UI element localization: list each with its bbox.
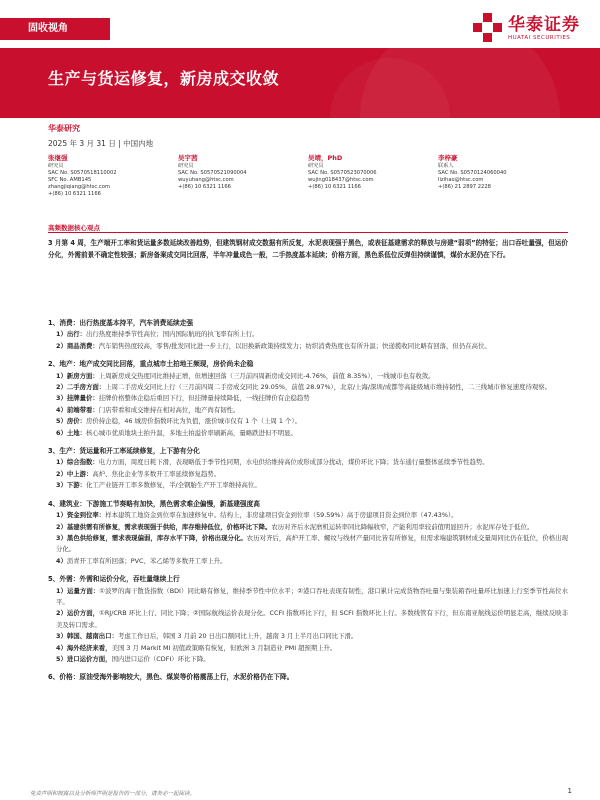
highlights-divider [48, 232, 568, 233]
analyst-card [438, 154, 568, 198]
analyst-name: 李梓豪 [438, 154, 458, 162]
analyst-name: 吴靖，PhD [308, 154, 343, 162]
analyst-phone: +(86) 10 6321 1166 [48, 191, 101, 197]
section-heading: 3、生产：货运量和开工率延续修复，上下游有分化 [48, 447, 200, 456]
item-text: 出行热度维持季节性高位；国内国际航班的执飞率有所上行。 [86, 330, 259, 339]
item-text: 上周二手房成交同比上行（三月前四周二手房成交同比 29.05%，前值 28.97%），北京/上海/深圳/成都等高能级城市维持韧性，二三线城市修复速度待观察。 [105, 383, 552, 392]
logo-mark-icon [473, 13, 503, 43]
analyst-role: 研究员 [48, 163, 64, 169]
analyst-phone: +(86) 10 6321 1166 [308, 184, 361, 190]
analyst-name: 张继强 [48, 154, 68, 162]
item-label: 4）前端带看： [56, 405, 99, 414]
analyst-email[interactable]: wujing018437@htsc.com [308, 177, 374, 183]
section-item [48, 382, 568, 393]
item-label: 4） [56, 556, 67, 565]
analyst-role: 联系人 [438, 163, 454, 169]
report-body [48, 318, 568, 691]
section-item [48, 643, 568, 654]
section [48, 446, 568, 492]
section-item [48, 654, 568, 665]
section-item [48, 393, 568, 404]
item-label: 3）挂牌量价： [56, 394, 99, 403]
analyst-list [48, 154, 568, 198]
section-item [48, 371, 568, 382]
section-item [48, 556, 568, 567]
section [48, 672, 568, 683]
section-heading: 4、建筑业：下游施工节奏略有加快，黑色需求难企偏慢，新基建强度高 [48, 499, 260, 508]
item-text: 国内进口运价（CDFI）环比下降。 [111, 654, 210, 663]
research-org: 华泰研究 [48, 124, 80, 133]
section-item [48, 522, 568, 533]
item-text: 挂牌价格整体企稳后重回下行，但挂牌量持续降低，一线挂牌价有企稳趋势 [98, 394, 310, 403]
section-item [48, 405, 568, 416]
item-text: 农历对齐后，高炉开工率、螺纹与线材产量同比皆有所修复，但需求端建筑钢材成交量周同比仍在低位，价格出现分化。 [56, 533, 568, 554]
item-label: 1）资金到位率： [56, 511, 106, 520]
item-label: 1）出行： [56, 330, 87, 339]
item-label: 3）黑色供给修复，需求表现偏弱，库存水平下降，价格出现分化。 [56, 533, 247, 542]
item-text: 考虑工作日后，韩国 3 月前 20 日出口额同比上升，越南 3 月上半月出口同比下滑。 [117, 632, 358, 641]
item-label: 2）商品消费： [56, 341, 99, 350]
item-text: 房价持企稳，46 城房价指数环比为负值，涨价城市仅有 1 个（上周 1 个）。 [86, 417, 301, 426]
analyst-email[interactable]: zhangjiqiang@htsc.com [48, 184, 110, 190]
item-label: 5）进口运价方面， [56, 654, 112, 663]
report-date: 2025 年 3 月 31 日 | 中国内地 [48, 139, 154, 148]
section-item [48, 480, 568, 491]
item-label: 3）韩国、越南出口： [56, 632, 118, 641]
section-item [48, 510, 568, 521]
section-item [48, 586, 568, 609]
item-text: 样本建筑工地资金到位率在加速修复中。结构上，非房建项目资金到位率（59.59%）高于房建项目资金到位率（47.43%）。 [105, 511, 458, 520]
analyst-card [48, 154, 178, 198]
section-heading: 2、地产：地产成交同比回落，重点城市土拍地王频现，房价尚未企稳 [48, 360, 254, 369]
logo-name-en: HUATAI SECURITIES [508, 35, 571, 41]
section-heading: 6、价格：原油受海外影响较大，黑色、煤炭等价格震荡上行，水泥价格仍在下降。 [48, 673, 294, 682]
page-number: 1 [567, 787, 572, 795]
item-text: 化工产业链开工率多数修复，半/全钢胎生产开工率维持高位。 [86, 481, 261, 490]
item-label: 2）运价方面， [56, 609, 100, 618]
section [48, 499, 568, 567]
analyst-phone: +(86) 10 6321 1166 [178, 184, 231, 190]
analyst-sac: SAC No. S0570523070006 [308, 170, 377, 176]
item-label: 2）二手房方面： [56, 383, 106, 392]
item-text: 美国 3 月 Markit MI 初值政策略有恢复，但欧洲 3 月制造业 PMI 超预期上升。 [111, 643, 337, 652]
item-text: 电力方面，周度日耗下滑，表现略低于季节性同期，水电供给维持高位或形成部分扰动，煤价环比下降；货车通行量整体延续季节性趋势。 [98, 458, 489, 467]
section [48, 359, 568, 439]
section-item [48, 533, 568, 556]
title-banner [0, 48, 600, 118]
analyst-name: 吴宇茜 [178, 154, 198, 162]
report-type-tag: 固收视角 [0, 18, 110, 40]
section-heading: 1、消费：出行热度基本持平，汽车消费延续走强 [48, 319, 194, 327]
item-text: 沥青开工率有所回落；PVC、苯乙烯等多数开工率上升。 [66, 556, 227, 565]
item-label: 2）基建供需有所修复，需求表现强于供给，库存维持低位，价格环比下降。 [56, 522, 272, 531]
section [48, 318, 568, 352]
item-label: 5）房价： [56, 417, 87, 426]
section-item [48, 457, 568, 468]
section-item [48, 469, 568, 480]
analyst-sac: SAC No. S0570124060040 [438, 170, 507, 176]
item-text: ①RJ/CRB 环比上行、同比下降；②国际航线运价表现分化。CCFI 指数环比下行，但 SCFI 指数环比上行。多数线管有下行，但东南亚航线运价明显走高，继续反映非美及转口需求。 [56, 609, 568, 629]
analyst-email[interactable]: wuyuhang@htsc.com [178, 177, 234, 183]
analyst-card [178, 154, 308, 198]
analyst-card [308, 154, 438, 198]
section-item [48, 631, 568, 642]
item-label: 2）中上游： [56, 469, 93, 478]
disclaimer-footer: 免责声明和披露以及分析师声明是报告的一部分，请务必一起阅读。 [30, 791, 196, 797]
item-text: 高炉、焦化企业等多数开工率延续修复趋势。 [92, 469, 221, 478]
item-label: 4）海外经济来看， [56, 643, 112, 652]
analyst-sac: SAC No. S0570521090004 [178, 170, 247, 176]
item-text: ①波罗的海干散货指数（BDI）同比略有修复，维持季节性中位水平；②港口吞吐表现有韧性，港口累计完成货物吞吐量与集装箱吞吐量环比加速上行至季节性高位水平。 [56, 586, 568, 606]
analyst-phone: +(86) 21 2897 2228 [438, 184, 491, 190]
analyst-email[interactable]: lizihao@htsc.com [438, 177, 484, 183]
item-label: 3）下游： [56, 481, 87, 490]
item-text: 农历对齐后水泥磨机运转率同比降幅收窄，产能利用率较前值明显回升；水泥库存处于低位。 [271, 522, 534, 531]
brand-logo [473, 10, 580, 46]
item-text: 门店带看和成交维持在相对高位，地产尚有韧性。 [98, 405, 240, 414]
section-heading: 5、外需：外需和运价分化，吞吐量继续上行 [48, 575, 180, 584]
analyst-sfc: SFC No. AMB145 [48, 177, 92, 183]
analyst-sac: SAC No. S0570518110002 [48, 170, 117, 176]
section-item [48, 341, 568, 352]
highlights-body: 3 月第 4 周，生产端开工率和货运量多数延续改善趋势，但建筑钢材成交数据有所反复，水泥表现强于黑色，或表征基建需求的释放与房建“弱项”的特征；出口吞吐量强，但运价分化，外需前景不确定性较强；新房备案成交同比回落，半年冲量成色一般，二手热度基本延续；价格方面，黑色系低位反弹但持续谨慎，煤价水泥仍在下行。 [48, 239, 568, 259]
highlights-title: 高频数据核心观点 [48, 224, 100, 232]
item-label: 1）运量方面： [56, 586, 100, 595]
item-label: 1）综合指数： [56, 458, 99, 467]
report-title: 生产与货运修复，新房成交收敛 [48, 69, 280, 88]
item-label: 1）新房方面： [56, 371, 99, 380]
analyst-role: 研究员 [178, 163, 194, 169]
section-item [48, 608, 568, 631]
item-label: 6）土地： [56, 428, 87, 437]
section [48, 574, 568, 665]
section-item [48, 416, 568, 427]
analyst-role: 研究员 [308, 163, 324, 169]
item-text: 核心城市优质地块土拍升温，多地土拍溢价率刷新高，量略跌进但不明显。 [86, 428, 297, 437]
logo-name-cn: 华泰证券 [508, 15, 580, 35]
item-text: 汽车销售热度较高，零售/批发同比进一步上行，以旧换新政策持续发力；纺织消费热度也有所升温；快递揽收同比略有回落，但仍在高位。 [98, 341, 491, 350]
section-item [48, 329, 568, 340]
item-text: 上周新房成交热度同比维持正增，但增速回落（三月前四周新房成交同比-4.76%，前值 8.35%），一线城市也有收敛。 [98, 371, 435, 380]
section-item [48, 428, 568, 439]
